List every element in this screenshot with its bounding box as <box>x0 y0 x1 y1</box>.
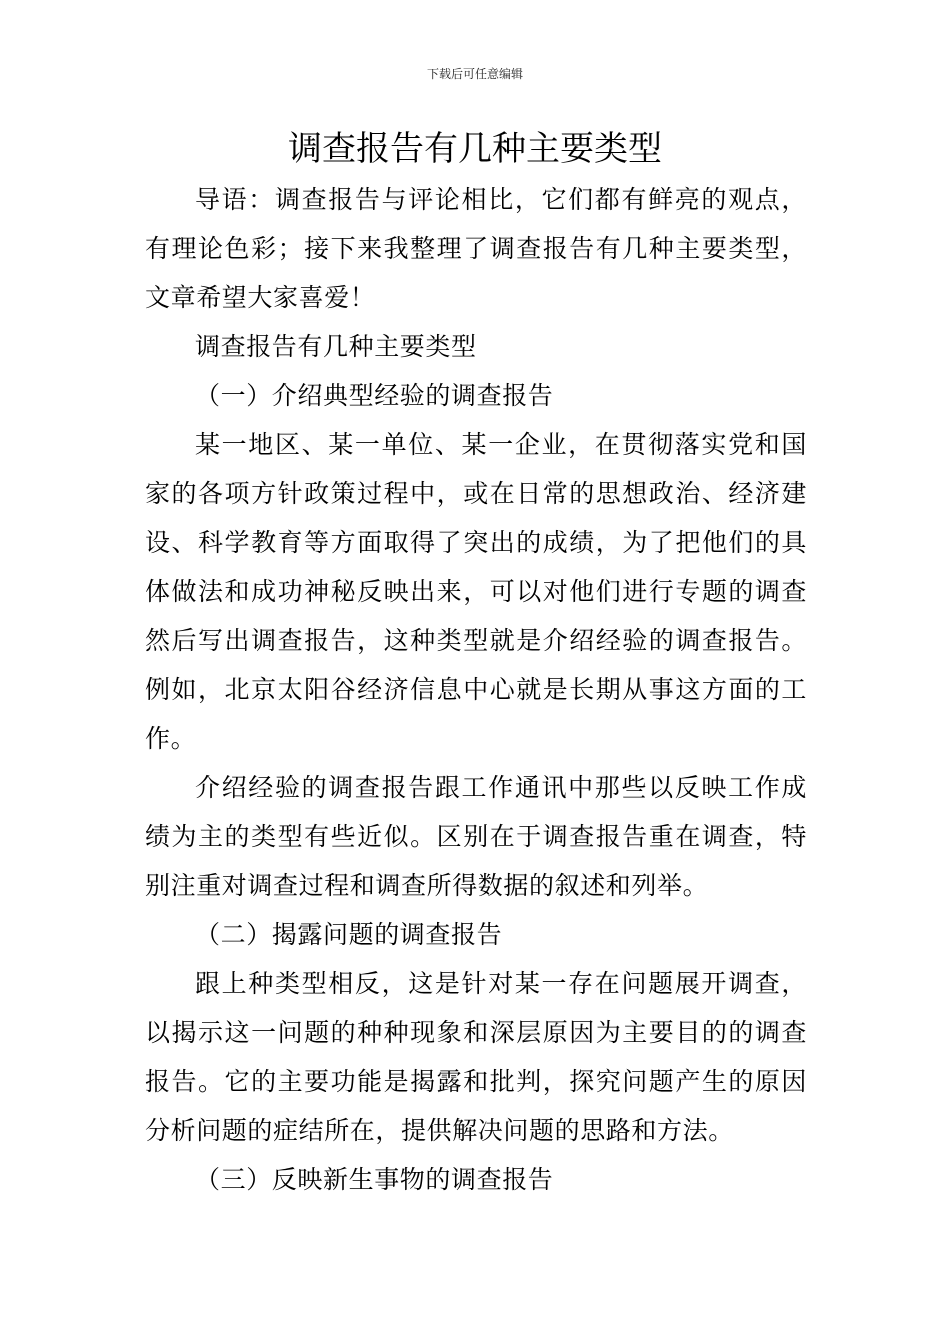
header-note: 下载后可任意编辑 <box>426 67 523 81</box>
section-heading: 调查报告有几种主要类型 <box>195 332 477 361</box>
document-body <box>145 175 807 1204</box>
subsection-heading-3: （三）反映新生事物的调查报告 <box>195 1165 554 1194</box>
body-paragraph: 某一地区、某一单位、某一企业，在贯彻落实党和国家的各项方针政策过程中，或在日常的思想政治、经济建设、科学教育等方面取得了突出的成绩，为了把他们的具体做法和成功神秘反映出来，可以对他们进行专题的调查然后写出调查报告，这种类型就是介绍经验的调查报告。例如，北京太阳谷经济信息中心就是长期从事这方面的工作。 <box>145 430 807 753</box>
body-paragraph: 跟上种类型相反，这是针对某一存在问题展开调查，以揭示这一问题的种种现象和深层原因为主要目的的调查报告。它的主要功能是揭露和批判，探究问题产生的原因分析问题的症结所在，提供解决问题的思路和方法。 <box>145 969 807 1145</box>
document-title: 调查报告有几种主要类型 <box>288 129 662 169</box>
intro-paragraph: 导语：调查报告与评论相比，它们都有鲜亮的观点，有理论色彩；接下来我整理了调查报告有几种主要类型，文章希望大家喜爱！ <box>145 185 807 312</box>
body-paragraph: 介绍经验的调查报告跟工作通讯中那些以反映工作成绩为主的类型有些近似。区别在于调查报告重在调查，特别注重对调查过程和调查所得数据的叙述和列举。 <box>145 773 807 900</box>
subsection-heading-2: （二）揭露问题的调查报告 <box>195 920 503 949</box>
subsection-heading-1: （一）介绍典型经验的调查报告 <box>195 381 554 410</box>
